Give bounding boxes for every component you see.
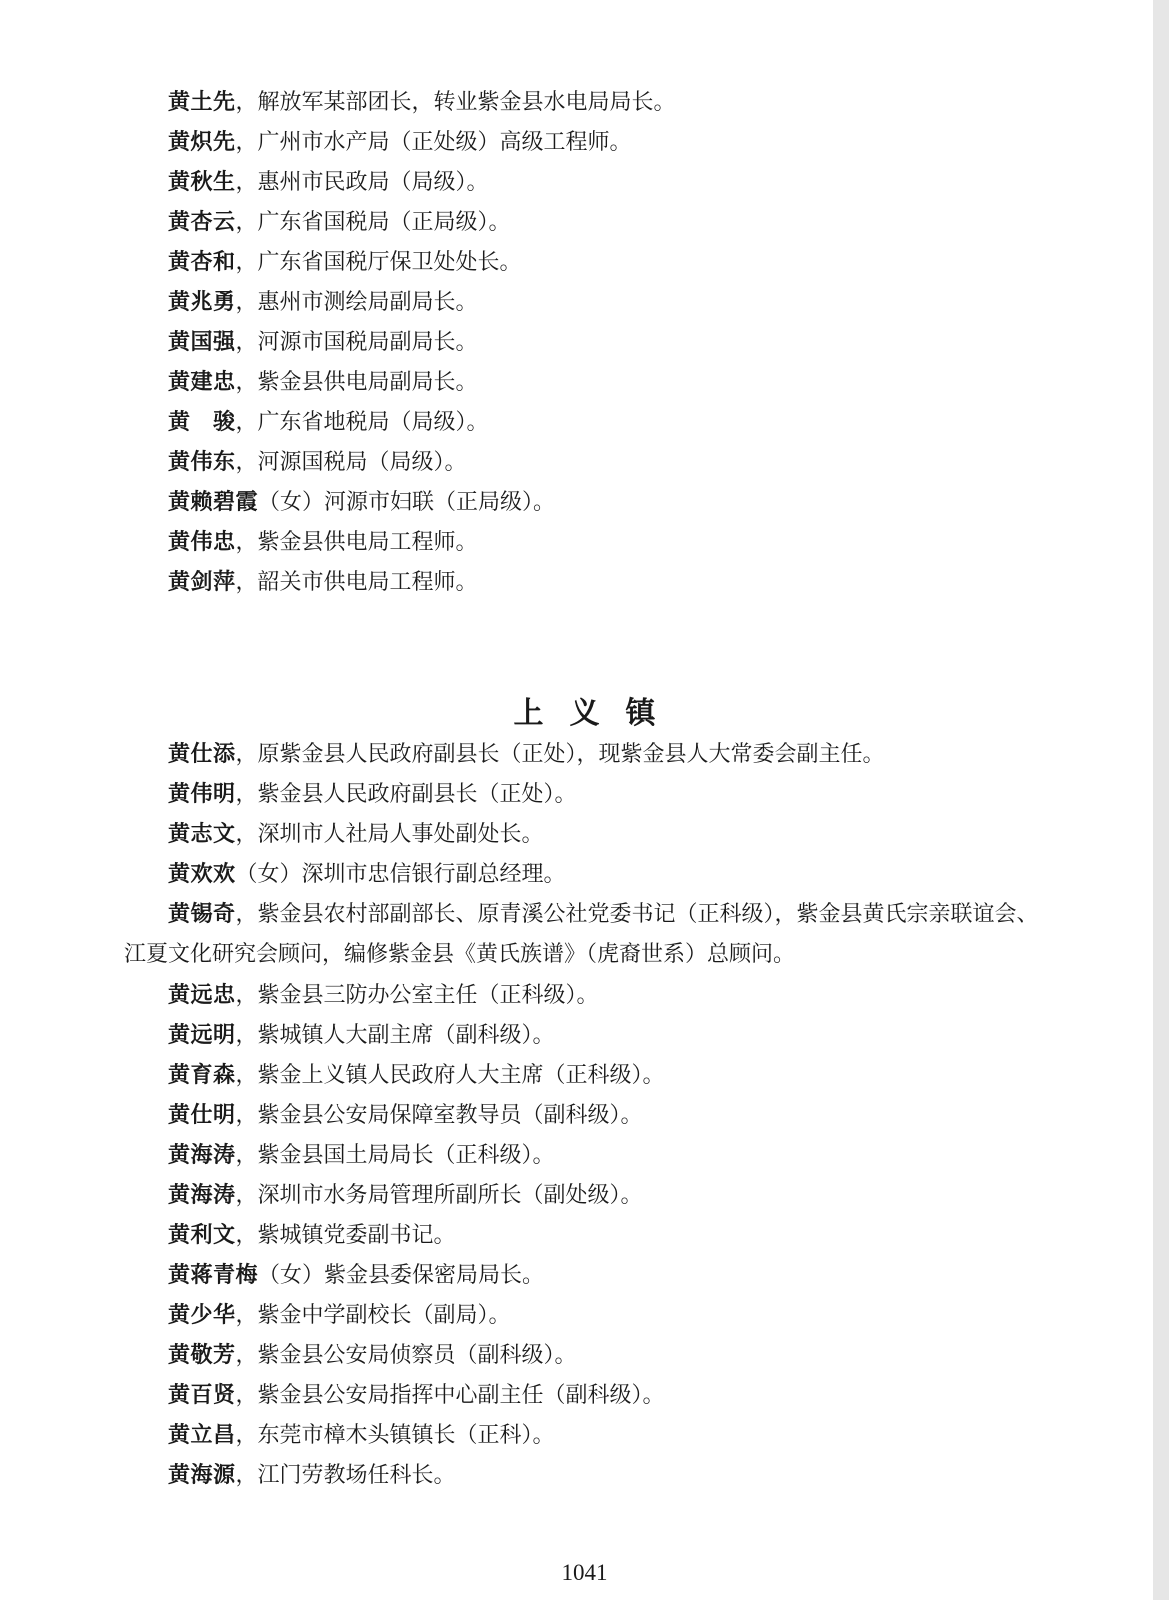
person-description: ，惠州市测绘局副局长。: [235, 290, 478, 315]
person-name: 黄杏云: [168, 209, 236, 235]
person-description: ，河源国税局（局级）。: [235, 450, 467, 475]
person-description: ，紫金县公安局侦察员（副科级）。: [235, 1343, 577, 1368]
list-item: [0, 1255, 1169, 1295]
list-item: [0, 482, 1169, 522]
list-item: [0, 442, 1169, 482]
list-item: [0, 242, 1169, 282]
person-name: 黄敬芳: [168, 1342, 236, 1368]
list-item: [0, 562, 1169, 602]
person-name: 黄伟忠: [168, 529, 236, 555]
person-description: （女）紫金县委保密局局长。: [258, 1263, 545, 1288]
person-description: ，紫金县供电局工程师。: [235, 530, 478, 555]
person-name: 黄蒋青梅: [168, 1262, 259, 1288]
person-name: 黄赖碧霞: [168, 489, 259, 515]
person-name: 黄建忠: [168, 369, 236, 395]
list-item: [0, 774, 1169, 814]
section-shangyi-town: [0, 734, 1169, 1495]
person-description: ，紫金县三防办公室主任（正科级）。: [235, 983, 599, 1008]
section-heading: 上义镇: [513, 696, 682, 731]
person-name: 黄海源: [168, 1462, 236, 1488]
person-name: 黄锡奇: [168, 901, 236, 927]
person-description: ，广州市水产局（正处级）高级工程师。: [235, 130, 632, 155]
person-description: ，东莞市樟木头镇镇长（正科）。: [235, 1423, 555, 1448]
person-description: ，广东省地税局（局级）。: [235, 410, 489, 435]
person-name: 黄立昌: [168, 1422, 236, 1448]
person-description: ，紫金县公安局指挥中心副主任（副科级）。: [235, 1383, 665, 1408]
list-item: [0, 162, 1169, 202]
person-name: 黄仕添: [168, 741, 236, 767]
person-description: （女）深圳市忠信银行副总经理。: [235, 862, 566, 887]
person-name: 黄百贤: [168, 1382, 236, 1408]
list-item: [0, 1415, 1169, 1455]
person-name: 黄远明: [168, 1022, 236, 1048]
person-name: 黄海涛: [168, 1142, 236, 1168]
person-name: 黄杏和: [168, 249, 236, 275]
list-item: [0, 522, 1169, 562]
list-item: [0, 975, 1169, 1015]
person-name: 黄兆勇: [168, 289, 236, 315]
list-item: [0, 1175, 1169, 1215]
person-name: 黄少华: [168, 1302, 236, 1328]
person-name: 黄剑萍: [168, 569, 236, 595]
person-name: 黄欢欢: [168, 861, 236, 887]
list-item: [0, 362, 1169, 402]
list-item: [0, 1455, 1169, 1495]
person-name: 黄远忠: [168, 982, 236, 1008]
person-description: （女）河源市妇联（正局级）。: [258, 490, 556, 515]
person-name: 黄国强: [168, 329, 236, 355]
person-name: 黄志文: [168, 821, 236, 847]
list-item: [0, 402, 1169, 442]
list-item: [0, 1095, 1169, 1135]
list-item: [0, 894, 1169, 975]
page-number: 1041: [561, 1560, 608, 1585]
person-name: 黄伟东: [168, 449, 236, 475]
list-item: [0, 1215, 1169, 1255]
person-name: 黄利文: [168, 1222, 236, 1248]
person-description: ，韶关市供电局工程师。: [235, 570, 478, 595]
person-description: ，广东省国税厅保卫处处长。: [235, 250, 522, 275]
person-description: ，解放军某部团长，转业紫金县水电局局长。: [235, 90, 676, 115]
person-name: 黄育森: [168, 1062, 236, 1088]
person-name: 黄 骏: [168, 409, 236, 435]
person-description: ，紫金县公安局保障室教导员（副科级）。: [235, 1103, 643, 1128]
person-description: ，紫城镇党委副书记。: [235, 1223, 456, 1248]
list-item: [0, 734, 1169, 774]
person-description: ，紫金中学副校长（副局）。: [235, 1303, 511, 1328]
section-officials-list: [0, 82, 1169, 602]
person-description: ，紫金县国土局局长（正科级）。: [235, 1143, 555, 1168]
person-description: ，广东省国税局（正局级）。: [235, 210, 511, 235]
list-item: [0, 854, 1169, 894]
person-description: ，紫城镇人大副主席（副科级）。: [235, 1023, 555, 1048]
person-description: ，紫金上义镇人民政府人大主席（正科级）。: [235, 1063, 665, 1088]
person-description: ，河源市国税局副局长。: [235, 330, 478, 355]
list-item: [0, 814, 1169, 854]
list-item: [0, 122, 1169, 162]
person-description: ，惠州市民政局（局级）。: [235, 170, 489, 195]
person-description: ，江门劳教场任科长。: [235, 1463, 456, 1488]
person-name: 黄土先: [168, 89, 236, 115]
list-item: [0, 202, 1169, 242]
list-item: [0, 1015, 1169, 1055]
person-description: ，紫金县供电局副局长。: [235, 370, 478, 395]
list-item: [0, 282, 1169, 322]
person-description: ，原紫金县人民政府副县长（正处），现紫金县人大常委会副主任。: [235, 742, 885, 767]
list-item: [0, 1335, 1169, 1375]
list-item: [0, 1375, 1169, 1415]
person-description: ，深圳市人社局人事处副处长。: [235, 822, 544, 847]
person-name: 黄伟明: [168, 781, 236, 807]
list-item: [0, 1055, 1169, 1095]
list-item: [0, 82, 1169, 122]
list-item: [0, 1135, 1169, 1175]
person-name: 黄仕明: [168, 1102, 236, 1128]
person-description: ，紫金县农村部副部长、原青溪公社党委书记（正科级），紫金县黄氏宗亲联谊会、江夏文化研究会顾问，编修紫金县《黄氏族谱》（虎裔世系）总顾问。: [124, 902, 1039, 967]
person-description: ，紫金县人民政府副县长（正处）。: [235, 782, 577, 807]
person-name: 黄炽先: [168, 129, 236, 155]
list-item: [0, 1295, 1169, 1335]
list-item: [0, 322, 1169, 362]
person-description: ，深圳市水务局管理所副所长（副处级）。: [235, 1183, 643, 1208]
person-name: 黄秋生: [168, 169, 236, 195]
person-name: 黄海涛: [168, 1182, 236, 1208]
